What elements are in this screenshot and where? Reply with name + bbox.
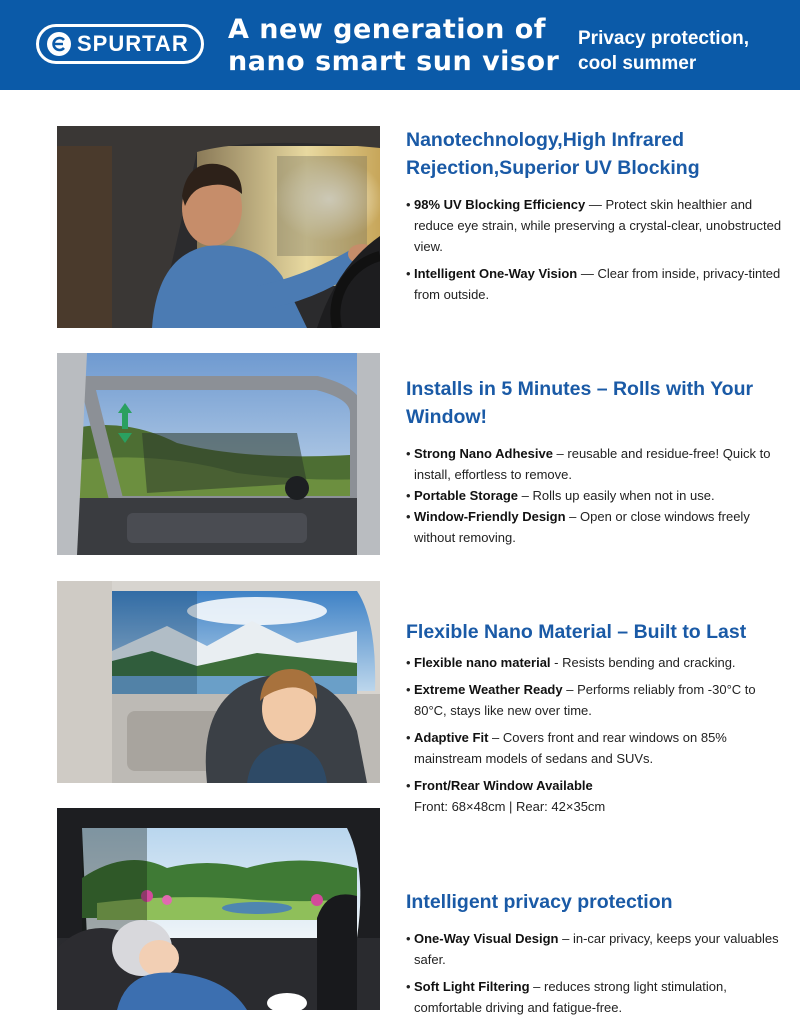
list-item bbox=[406, 727, 786, 769]
bullet-heading: Portable Storage bbox=[414, 488, 519, 503]
list-item bbox=[406, 485, 786, 506]
bullet-text: - Resists bending and cracking. bbox=[550, 655, 736, 670]
brand-e-icon bbox=[47, 32, 71, 56]
list-item bbox=[406, 263, 786, 305]
list-item bbox=[406, 976, 786, 1018]
feature-section-install bbox=[0, 353, 800, 558]
baby-car-illustration bbox=[57, 808, 380, 1010]
bullet-text: – Covers front and rear windows on 85% mainstream models of sedans and SUVs. bbox=[414, 730, 727, 766]
driver-illustration bbox=[57, 126, 380, 328]
brand-name: SPURTAR bbox=[77, 31, 189, 56]
bullet-text: Front: 68×48cm | Rear: 42×35cm bbox=[414, 799, 606, 814]
bullet-text: – Rolls up easily when not in use. bbox=[518, 488, 715, 503]
list-item bbox=[406, 652, 786, 673]
bullet-heading: Intelligent One-Way Vision bbox=[414, 266, 578, 281]
section-2-bullets bbox=[406, 443, 786, 548]
bullet-text: — Protect skin healthier and reduce eye strain, while preserving a crystal-clear, unobstructed view. bbox=[414, 197, 782, 254]
bullet-heading: Strong Nano Adhesive bbox=[414, 446, 553, 461]
section-4-title: Intelligent privacy protection bbox=[406, 891, 673, 913]
headline-line-1: A new generation of bbox=[228, 14, 547, 45]
bullet-heading: 98% UV Blocking Efficiency bbox=[414, 197, 586, 212]
feature-section-uv bbox=[0, 126, 800, 331]
bullet-text: — Clear from inside, privacy-tinted from outside. bbox=[414, 266, 781, 302]
section-1-bullets bbox=[406, 194, 786, 305]
bullet-heading: Adaptive Fit bbox=[414, 730, 489, 745]
car-door-photo bbox=[57, 353, 380, 555]
section-3-title: Flexible Nano Material – Built to Last bbox=[406, 621, 747, 643]
child-car-illustration bbox=[57, 581, 380, 783]
header-banner bbox=[0, 0, 800, 90]
section-1-text bbox=[406, 126, 786, 311]
list-item bbox=[406, 194, 786, 257]
list-item bbox=[406, 679, 786, 721]
tagline-line-1: Privacy protection, bbox=[578, 28, 750, 49]
bullet-heading: Flexible nano material bbox=[414, 655, 551, 670]
bullet-text: – Open or close windows freely without removing. bbox=[414, 509, 750, 545]
section-1-title: Nanotechnology,High Infrared Rejection,Superior UV Blocking bbox=[406, 129, 700, 179]
bullet-heading: One-Way Visual Design bbox=[414, 931, 559, 946]
section-3-text bbox=[406, 618, 786, 823]
section-4-text bbox=[406, 888, 786, 1024]
tagline-line-2: cool summer bbox=[578, 53, 697, 74]
bullet-text: – reduces strong light stimulation, comfortable driving and fatigue-free. bbox=[414, 979, 727, 1015]
bullet-heading: Extreme Weather Ready bbox=[414, 682, 563, 697]
brand-logo bbox=[36, 24, 204, 64]
baby-car-photo bbox=[57, 808, 380, 1010]
headline bbox=[228, 14, 559, 78]
bullet-text: – in-car privacy, keeps your valuables safer. bbox=[414, 931, 779, 967]
section-2-text bbox=[406, 375, 786, 548]
tagline bbox=[578, 26, 749, 76]
child-car-photo bbox=[57, 581, 380, 783]
bullet-text: – Performs reliably from -30°C to 80°C, stays like new over time. bbox=[414, 682, 756, 718]
list-item bbox=[406, 928, 786, 970]
bullet-heading: Soft Light Filtering bbox=[414, 979, 530, 994]
bullet-heading: Front/Rear Window Available bbox=[414, 778, 593, 793]
bullet-text: – reusable and residue-free! Quick to install, effortless to remove. bbox=[414, 446, 771, 482]
list-item bbox=[406, 506, 786, 548]
car-door-illustration bbox=[57, 353, 380, 555]
section-2-title: Installs in 5 Minutes – Rolls with Your Window! bbox=[406, 378, 754, 428]
feature-section-privacy bbox=[0, 808, 800, 1018]
headline-line-2: nano smart sun visor bbox=[228, 46, 560, 77]
feature-section-material bbox=[0, 581, 800, 814]
bullet-heading: Window-Friendly Design bbox=[414, 509, 566, 524]
section-4-bullets bbox=[406, 928, 786, 1018]
list-item bbox=[406, 443, 786, 485]
driver-photo bbox=[57, 126, 380, 328]
section-3-bullets bbox=[406, 652, 786, 817]
